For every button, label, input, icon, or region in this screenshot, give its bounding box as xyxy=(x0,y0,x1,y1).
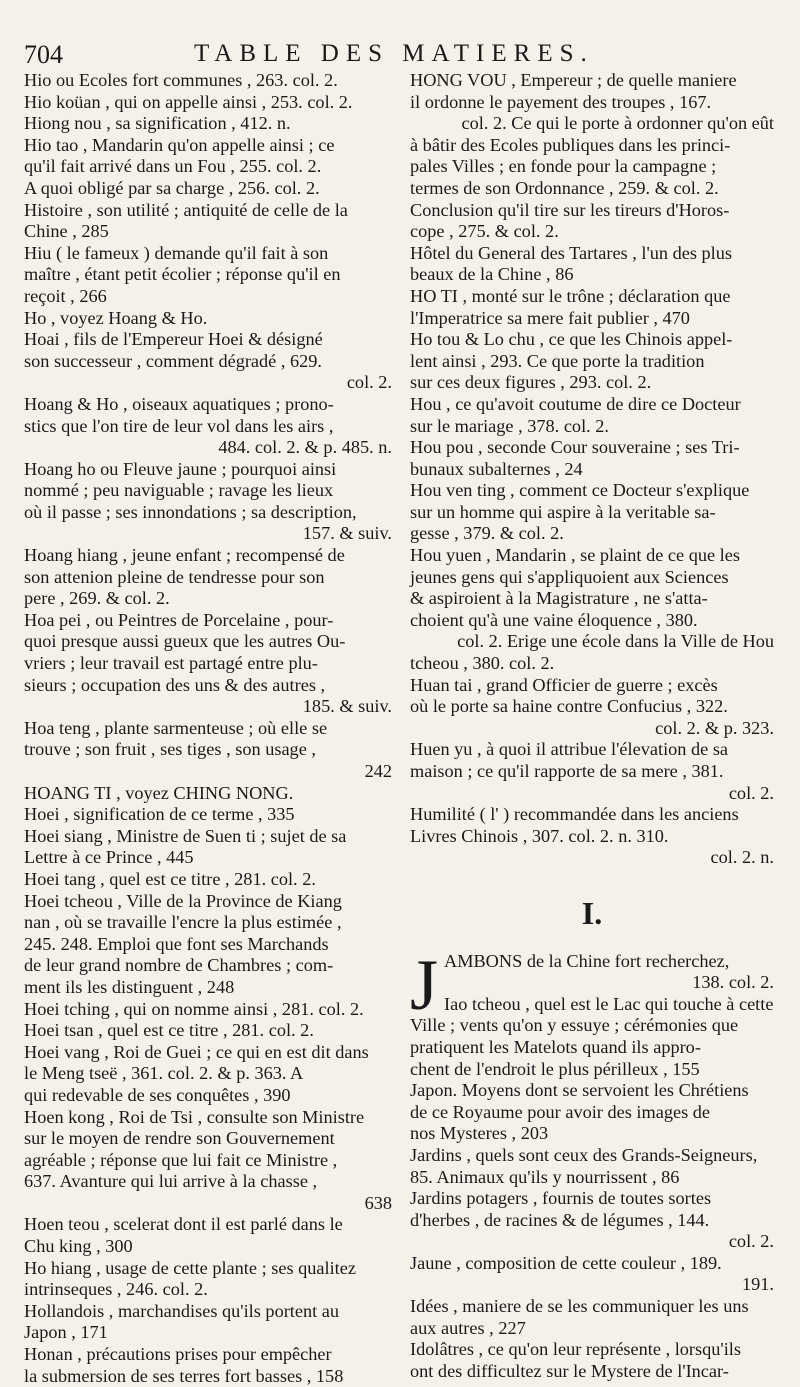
index-line: pere , 269. & col. 2. xyxy=(24,588,170,609)
index-line: chent de l'endroit le plus périlleux , 155 xyxy=(410,1058,700,1079)
index-line: de ce Royaume pour avoir des images de xyxy=(410,1101,711,1122)
index-line: Hoa teng , plante sarmenteuse ; où elle se xyxy=(24,717,328,738)
index-line: où il passe ; ses innondations ; sa description, xyxy=(24,501,357,522)
page-number: 704 xyxy=(24,40,63,69)
index-line: lent ainsi , 293. Ce que porte la tradition xyxy=(410,350,705,371)
index-line: Hoei tsan , quel est ce titre , 281. col. 2. xyxy=(24,1020,314,1041)
index-line: Hoang hiang , jeune enfant ; recompensé de xyxy=(24,545,345,566)
index-line: l'Imperatrice sa mere fait publier , 470 xyxy=(410,307,690,328)
index-line: 484. col. 2. & p. 485. n. xyxy=(218,437,392,458)
index-line: 242 xyxy=(364,761,392,781)
index-line: 138. col. 2. xyxy=(692,972,774,993)
index-line: Ville ; vents qu'on y essuye ; cérémonies que xyxy=(410,1015,739,1036)
index-line: 85. Animaux qu'ils y nourrissent , 86 xyxy=(410,1166,680,1187)
index-line: AMBONS de la Chine fort recherchez, xyxy=(444,950,730,971)
index-line: 191. xyxy=(742,1274,774,1295)
right-column-entries xyxy=(410,70,774,869)
index-line: Hollandois , marchandises qu'ils portent au xyxy=(24,1300,340,1321)
index-line: qui redevable de ses conquêtes , 390 xyxy=(24,1084,291,1105)
index-line: où le porte sa haine contre Confucius , 322. xyxy=(410,696,728,717)
index-line: Huen yu , à quoi il attribue l'élevation de sa xyxy=(410,739,729,760)
index-line: col. 2. n. xyxy=(710,847,774,868)
index-line: nan , où se travaille l'encre la plus estimée , xyxy=(24,912,342,933)
index-line: il ordonne le payement des troupes , 167. xyxy=(410,91,712,112)
index-line: Hoen kong , Roi de Tsi , consulte son Ministre xyxy=(24,1106,365,1127)
index-line: la submersion de ses terres fort basses , 158 xyxy=(24,1365,344,1386)
index-line: Hou , ce qu'avoit coutume de dire ce Docteur xyxy=(410,393,741,414)
index-line: son successeur , comment dégradé , 629. xyxy=(24,350,322,371)
index-line: Hou ven ting , comment ce Docteur s'explique xyxy=(410,480,750,501)
index-line: à bâtir des Ecoles publiques dans les princi- xyxy=(410,134,731,155)
index-line: Hoa pei , ou Peintres de Porcelaine , pour- xyxy=(24,609,334,630)
index-line: 637. Avanture qui lui arrive à la chasse , xyxy=(24,1171,318,1192)
index-line: Hôtel du General des Tartares , l'un des plus xyxy=(410,242,733,263)
index-line: Hoai , fils de l'Empereur Hoei & désigné xyxy=(24,329,323,350)
index-line: sur le mariage , 378. col. 2. xyxy=(410,415,610,436)
index-line: son attenion pleine de tendresse pour son xyxy=(24,566,325,587)
index-line: Conclusion qu'il tire sur les tireurs d'Horos- xyxy=(410,199,730,220)
index-line: Hoei , signification de ce terme , 335 xyxy=(24,804,295,825)
index-line: Hoen teou , scelerat dont il est parlé dans le xyxy=(24,1214,343,1235)
index-line: Iao tcheou , quel est le Lac qui touche à cette xyxy=(444,993,774,1014)
section-letter-i: I. xyxy=(581,894,603,931)
index-line: pratiquent les Matelots quand ils appro- xyxy=(410,1036,701,1057)
section-i-entries xyxy=(410,944,774,1383)
index-line: 638 xyxy=(364,1192,392,1213)
index-line: nommé ; peu naviguable ; ravage les lieux xyxy=(24,480,334,501)
index-line: Chu king , 300 xyxy=(24,1236,133,1257)
index-line: de leur grand nombre de Chambres ; com- xyxy=(24,955,334,976)
index-line: ont des difficultez sur le Mystere de l'Incar- xyxy=(410,1360,729,1381)
page-header xyxy=(24,38,784,74)
index-line: Hio tao , Mandarin qu'on appelle ainsi ; ce xyxy=(24,134,335,155)
index-line: Japon , 171 xyxy=(24,1322,108,1343)
index-line: bunaux subalternes , 24 xyxy=(410,458,583,479)
index-line: quoi presque aussi gueux que les autres Ou- xyxy=(24,631,346,652)
index-line: Hio ou Ecoles fort communes , 263. col. 2. xyxy=(24,70,338,90)
index-line: beaux de la Chine , 86 xyxy=(410,264,574,285)
drop-cap: J xyxy=(410,944,439,1025)
index-line: d'herbes , de racines & de légumes , 144. xyxy=(410,1209,710,1230)
index-line: 185. & suiv. xyxy=(302,696,392,717)
index-line: Livres Chinois , 307. col. 2. n. 310. xyxy=(410,825,669,846)
right-column xyxy=(410,70,774,1382)
index-line: jeunes gens qui s'appliquoient aux Sciences xyxy=(410,566,729,587)
index-line: termes de son Ordonnance , 259. & col. 2. xyxy=(410,177,719,198)
index-line: le Meng tseë , 361. col. 2. & p. 363. A xyxy=(24,1063,304,1084)
index-line: Hoang ho ou Fleuve jaune ; pourquoi ainsi xyxy=(24,458,337,479)
index-line: maître , étant petit écolier ; réponse qu'il en xyxy=(24,264,341,285)
index-line: Hoei siang , Ministre de Suen ti ; sujet de sa xyxy=(24,825,347,846)
index-line: qu'il fait arrivé dans un Fou , 255. col. 2. xyxy=(24,156,322,177)
index-line: nos Mysteres , 203 xyxy=(410,1123,549,1144)
index-line: Idées , maniere de se les communiquer les uns xyxy=(410,1296,749,1317)
index-line: Hio koüan , qui on appelle ainsi , 253. col. 2. xyxy=(24,91,353,112)
left-column xyxy=(24,70,392,1387)
index-line: Hiong nou , sa signification , 412. n. xyxy=(24,113,291,134)
index-line: Hou yuen , Mandarin , se plaint de ce que les xyxy=(410,545,740,566)
index-line: sur le moyen de rendre son Gouvernement xyxy=(24,1128,335,1149)
index-line: col. 2. xyxy=(346,372,392,393)
index-line: HO TI , monté sur le trône ; déclaration que xyxy=(410,285,731,306)
index-line: Ho tou & Lo chu , ce que les Chinois appel- xyxy=(410,329,733,350)
index-line: cope , 275. & col. 2. xyxy=(410,221,559,242)
index-line: sieurs ; occupation des uns & des autres , xyxy=(24,674,326,695)
index-line: Honan , précautions prises pour empêcher xyxy=(24,1344,332,1365)
index-line: Hoei tang , quel est ce titre , 281. col. 2. xyxy=(24,868,316,889)
index-line: col. 2. Erige une école dans la Ville de Hou xyxy=(457,631,774,652)
index-line: 245. 248. Emploi que font ses Marchands xyxy=(24,933,329,954)
index-line: A quoi obligé par sa charge , 256. col. 2. xyxy=(24,177,320,198)
index-line: pales Villes ; en fonde pour la campagne ; xyxy=(410,156,717,177)
index-line: stics que l'on tire de leur vol dans les airs , xyxy=(24,415,334,436)
index-line: choient qu'à une vaine éloquence , 380. xyxy=(410,609,698,630)
index-line: Hou pou , seconde Cour souveraine ; ses Tri- xyxy=(410,437,740,458)
index-line: reçoit , 266 xyxy=(24,285,107,306)
index-line: Ho , voyez Hoang & Ho. xyxy=(24,307,208,328)
index-line: Humilité ( l' ) recommandée dans les anciens xyxy=(410,804,739,825)
index-line: agréable ; réponse que lui fait ce Ministre , xyxy=(24,1149,338,1170)
index-line: tcheou , 380. col. 2. xyxy=(410,653,555,674)
index-line: Jardins potagers , fournis de toutes sortes xyxy=(410,1188,712,1209)
index-line: 157. & suiv. xyxy=(302,523,392,544)
index-line: Huan tai , grand Officier de guerre ; excès xyxy=(410,674,718,695)
index-line: Chine , 285 xyxy=(24,221,109,242)
index-line: intrinseques , 246. col. 2. xyxy=(24,1279,208,1300)
index-line: Hoei tching , qui on nomme ainsi , 281. col. 2. xyxy=(24,998,364,1019)
index-line: gesse , 379. & col. 2. xyxy=(410,523,564,544)
index-line: col. 2. xyxy=(728,782,774,803)
index-line: ment ils les distinguent , 248 xyxy=(24,976,235,997)
index-line: trouve ; son fruit , ses tiges , son usage , xyxy=(24,739,316,760)
index-line: maison ; ce qu'il rapporte de sa mere , 381. xyxy=(410,761,724,781)
index-line: vriers ; leur travail est partagé entre plu- xyxy=(24,653,318,674)
index-line: Hoei vang , Roi de Guei ; ce qui en est dit dans xyxy=(24,1041,369,1062)
index-line: col. 2. Ce qui le porte à ordonner qu'on eût xyxy=(461,113,774,134)
index-line: sur un homme qui aspire à la veritable sa- xyxy=(410,501,716,522)
page-title: TABLE DES MATIERES. xyxy=(194,40,594,67)
index-line: col. 2. & p. 323. xyxy=(655,717,774,738)
index-line: Hoang & Ho , oiseaux aquatiques ; prono- xyxy=(24,393,334,414)
index-line: HOANG TI , voyez CHING NONG. xyxy=(24,782,294,803)
index-line: Hoei tcheou , Ville de la Province de Kiang xyxy=(24,890,342,911)
index-line: aux autres , 227 xyxy=(410,1317,526,1338)
index-line: HONG VOU , Empereur ; de quelle maniere xyxy=(410,70,737,90)
index-line: Jaune , composition de cette couleur , 189. xyxy=(410,1252,722,1273)
index-line: Lettre à ce Prince , 445 xyxy=(24,847,194,868)
index-line: sur ces deux figures , 293. col. 2. xyxy=(410,372,652,393)
index-line: & aspiroient à la Magistrature , ne s'atta- xyxy=(410,588,708,609)
index-line: Hiu ( le fameux ) demande qu'il fait à son xyxy=(24,242,329,263)
index-line: Japon. Moyens dont se servoient les Chrétiens xyxy=(410,1080,749,1101)
index-line: Jardins , quels sont ceux des Grands-Seigneurs, xyxy=(410,1144,758,1165)
index-line: Histoire , son utilité ; antiquité de celle de la xyxy=(24,199,348,220)
index-line: Ho hiang , usage de cette plante ; ses qualitez xyxy=(24,1257,356,1278)
index-line: col. 2. xyxy=(728,1231,774,1252)
index-line: Idolâtres , ce qu'on leur représente , lorsqu'ils xyxy=(410,1339,741,1360)
